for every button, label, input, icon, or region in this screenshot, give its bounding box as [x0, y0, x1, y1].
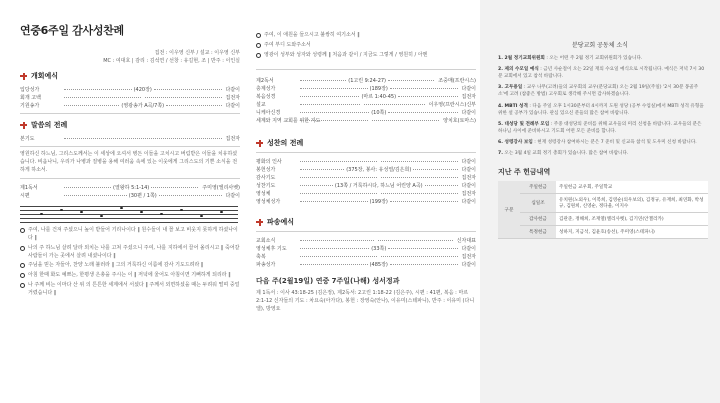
offering-table [498, 181, 708, 239]
cross-icon [256, 219, 263, 226]
music-score [20, 202, 238, 224]
offering-category: 십일조 [520, 194, 556, 213]
news-item: 4. MBTI 성격 : 다음 주일 오후 1시30분부터 4시까지 도원 성당 (공부 수업실)에서 MBTI 성격 유형을 위한 설 공부가 있습니다. 관심 있으신 분들의 많은 참여 바랍니다. [498, 103, 704, 116]
order-row: 입당성가 (420장) 다같이 [20, 86, 240, 93]
collect-text: 영원하신 하느님, 그리스도께서는 이 세상에 오셔서 병든 이들을 고치시고 버림받은 이들을 치유하셨습니다. 비옵나니, 우리가 나병과 질병을 용해 여러움 속에 있는 이웃에게 그리스도의 기쁜 소식을 전하게 하소서. [20, 151, 238, 173]
cross-icon [256, 140, 263, 147]
section-title: 개회예식 [31, 72, 59, 80]
offering-row [498, 181, 708, 194]
order-row: 감사기도 집전자 [256, 174, 476, 181]
psalm-verse: 나 주께 비는 이마다 산 위 의 튼튼한 세계에서 서셨다 ‖ 주께서 외면하셨을 때는 두려워 떨며 중얼 거렸습니다 ‖ [20, 282, 240, 298]
order-row: 시편 (30편 / 1쪽) 다같이 [20, 192, 240, 199]
divider [256, 152, 476, 153]
row-collect: 본기도 집전자 [20, 135, 240, 142]
order-row: 파송성가 (485장) 다같이 [256, 261, 476, 268]
offering-names: 성하지, 지금석, 김윤호(송선), 주미영(스테파니) [556, 226, 708, 239]
offering-names: 유치원(노외우), 이복희, 김영순(의우보의), 김정규, 유재희, 최연화, 박성규, 김원희, 신영순, 정다울, 이지수 [556, 194, 708, 213]
news-title: 분당교회 공동체 소식 [572, 42, 628, 49]
order-row: 교회소식 신자대표 [256, 237, 477, 244]
circle-icon [20, 273, 25, 278]
circle-icon [256, 43, 261, 48]
column-right [480, 0, 720, 403]
order-row: 층계성가 (189장) 다같이 [256, 85, 476, 92]
next-week-title: 다음 주(2월19일) 연중 7주일(나해) 성서정과 [256, 277, 400, 286]
offering-row [498, 226, 708, 239]
order-row: 영성체 집전자 [256, 190, 476, 197]
order-row: 축복 집전자 [256, 253, 476, 260]
offering-group: 구분 [498, 181, 520, 239]
news-item: 3. 고두용일 : 교우 나무(고려)들의 교우회의 교우(분당교회) 오는 2월 19일(주일) '2시 30분 몽골주소'에 고려 (참좋은 방법) 고우회로 생각해 주시면 감사하겠습니다. [498, 85, 699, 98]
divider [256, 231, 476, 232]
circle-icon [256, 53, 261, 58]
offering-category: 감사헌금 [520, 213, 556, 226]
order-row: 성찬기도 (13쪽 / 거룩하시다, 하느님 어린양 A곡) 다같이 [256, 182, 477, 189]
news-item: 7. 오는 3월 4일 교회 정기 총회가 있습니다. 많은 참여 바랍니다. [498, 151, 629, 157]
intro-verse: 주여, 이 애원을 들으시고 불쌍히 여기소서 ‖ [256, 32, 476, 40]
order-row: 봉헌성가 (375장, 봉사: 유성열/김은희) 다같이 [256, 166, 476, 173]
offering-row [498, 194, 708, 213]
officiant-meta: 집전 : 이우영 신부 / 설교 : 이우영 신부 [154, 50, 240, 56]
column-left [0, 0, 248, 403]
section-title: 성찬의 전례 [267, 139, 304, 148]
section-title: 말씀의 전례 [31, 121, 68, 129]
psalm-verse: 아침 한때 화도 예쁘는, 한평생 은총을 주시는 이 ‖ 저녁에 울어도 아침이면 기뻐하게 되리라 ‖ [20, 272, 240, 280]
order-row: 회개 고백 집전자 [20, 94, 240, 101]
news-item: 6. 성령강사 보임 : 현재 성령강사 참여하시는 분은 7 준비 및 신교육 참석 및 도우미 신청 바랍니다. [498, 139, 697, 145]
order-row: 설교 이우영(프란시스)신부 [256, 101, 476, 108]
offering-category: 주일헌금 [520, 181, 556, 194]
column-middle [248, 0, 476, 403]
news-item: 5. 대성당 및 전례부 모임 : 주중 대성당의 준비를 위해 교우들의 미리 신청을 바랍니다. 교우들의 분은 하나님 사이에 준비하시고 기도회 어떤 모든 준비를 합니다. [498, 121, 702, 134]
order-row: 제2독서 (1고린 9:24-27) 조중매(프란시스) [256, 77, 477, 84]
circle-icon [20, 283, 25, 288]
next-week-text: 제 1독서 : 이사 43:18-25 (김은정), 제2독서: 2고린 1:18-22 (김은주), 시편 : 41편, 복음 : 마르 2:1-12 신자들의 기도 : 차요숙(아가다), 봉헌 : 장영숙(안나), 이유미(스테파니), 반주 : 이유미 (다니엘), 방영요 [256, 290, 475, 312]
news-item: 2. 제의 수모일 예식 : 금년 사순절이 오는 22일 재의 수요일 예식으로 시작됩니다. 예식은 저녁 7시 30분 교회에서 있고 참석 바랍니다. [498, 67, 705, 80]
circle-icon [20, 228, 25, 233]
order-row: 영성체후 기도 (33쪽) 다같이 [256, 245, 477, 252]
psalm-verse: 나의 주 하느님 살려 달라 외치는 나를 고쳐 주셨으니 주여, 나를 지하에서 끌어 올리시고 ‖ 죽어갈 사람들이 가는 곳에서 살려 내셨나이다 ‖ [20, 245, 240, 261]
order-row: 평화의 인사 다같이 [256, 158, 476, 165]
psalm-verse: 주님을 믿는 자들아, 찬양 노래 불러라 ‖ 그의 거룩하신 이름에 감사 기도드려라 ‖ [20, 262, 240, 270]
page-title: 연중6주일 감사성찬례 [20, 24, 124, 37]
order-row: 제1독서 (열왕하 5:1-14) 주미영(엘리사벳) [20, 184, 241, 191]
circle-icon [256, 33, 261, 38]
cross-icon [20, 73, 27, 80]
section-title: 파송예식 [267, 218, 295, 227]
psalm-verse: 주여, 나를 건져 주셨으니 높이 받들어 기리나이다 ‖ 원수들이 내 꼴 보고 비웃지 못하게 하셨나이다 ‖ [20, 227, 240, 243]
divider [20, 113, 240, 114]
order-row: 복음성경 (마르 1:40-45) 집전자 [256, 93, 477, 100]
section-opening [20, 71, 240, 81]
order-row: 세계와 지역 교회를 위한 기도 양치호(토마스) [256, 117, 477, 124]
section-sending [256, 217, 476, 227]
mc-meta: MC : 여대호 | 감리 : 김석연 / 선창 : 유길현, 조 | 반주 : 이인실 [103, 57, 240, 64]
intro-verse: 영광이 성부와 성자와 성령께 ‖ 처음과 같이 / 지금도 그렇게 / 영원히 / 아멘 [256, 52, 476, 60]
intro-verse: 주여 부디 도와주소서 [256, 42, 476, 50]
news-list [498, 55, 706, 157]
section-word [20, 120, 240, 130]
order-row: 기원송가 (영광송가 A곡/7쪽) 다같이 [20, 102, 241, 109]
order-row: 니케아신경 (10쪽) 다같이 [256, 109, 477, 116]
divider [20, 178, 240, 179]
news-item: 1. 2월 정기교회위원회 : 오는 어떤 주 2월 정기 교회위원회가 있습니다. [498, 56, 643, 61]
circle-icon [20, 246, 25, 251]
divider [256, 69, 476, 70]
cross-icon [20, 122, 27, 129]
offering-row [498, 213, 708, 226]
circle-icon [20, 263, 25, 268]
order-row: 영성체성가 (199장) 다같이 [256, 198, 476, 205]
offering-title: 지난 주 헌금내역 [498, 168, 551, 177]
offering-names: 김관준, 정해희, 조재열(엘리사벳), 김기연(안젤리카) [556, 213, 708, 226]
divider [20, 146, 240, 147]
section-eucharist [256, 138, 476, 148]
offering-category: 특정헌금 [520, 226, 556, 239]
offering-names: 주일헌금 교우회, 주일학교 [556, 181, 708, 194]
